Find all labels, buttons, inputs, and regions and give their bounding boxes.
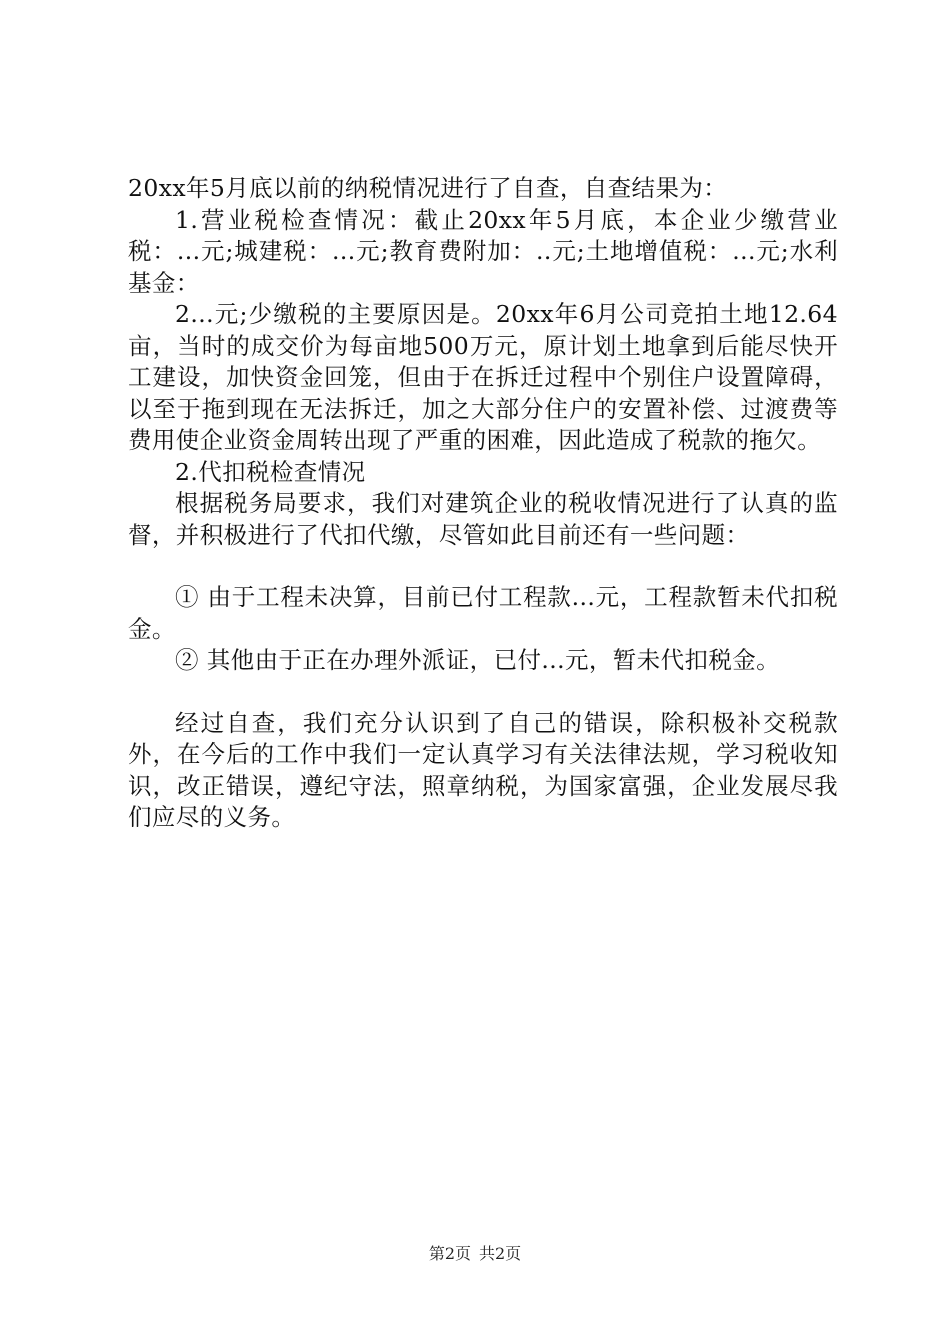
section-heading-withholding: 2.代扣税检查情况: [175, 457, 366, 486]
paragraph-withholding: 根据税务局要求，我们对建筑企业的税收情况进行了认真的监督，并积极进行了代扣代缴，尽管如此目前还有一些问题：: [128, 489, 838, 549]
list-item-1: ① 由于工程未决算，目前已付工程款...元，工程款暂未代扣税金。: [128, 583, 838, 643]
document-body: [128, 173, 838, 834]
paragraph-intro: 20xx年5月底以前的纳税情况进行了自查，自查结果为：: [128, 174, 728, 202]
page-total: 共2页: [479, 1244, 522, 1263]
list-item-2: ② 其他由于正在办理外派证，已付...元，暂未代扣税金。: [175, 646, 781, 674]
paragraph-reason: 2...元;少缴税的主要原因是。20xx年6月公司竞拍土地12.64亩，当时的成交价为每亩地500万元，原计划土地拿到后能尽快开工建设，加快资金回笼，但由于在拆迁过程中个别住户设置障碍，以至于拖到现在无法拆迁，加之大部分住户的安置补偿、过渡费等费用使企业资金周转出现了严重的困难，因此造成了税款的拖欠。: [128, 300, 838, 454]
page-footer: [0, 1244, 950, 1264]
paragraph-conclusion: 经过自查，我们充分认识到了自己的错误，除积极补交税款外，在今后的工作中我们一定认真学习有关法律法规，学习税收知识，改正错误，遵纪守法，照章纳税，为国家富强，企业发展尽我们应尽的义务。: [128, 708, 838, 831]
page-number: 第2页: [428, 1244, 471, 1263]
paragraph-business-tax: 1.营业税检查情况：截止20xx年5月底，本企业少缴营业税：...元;城建税：...元;教育费附加：..元;土地增值税：...元;水利基金：: [128, 205, 838, 297]
